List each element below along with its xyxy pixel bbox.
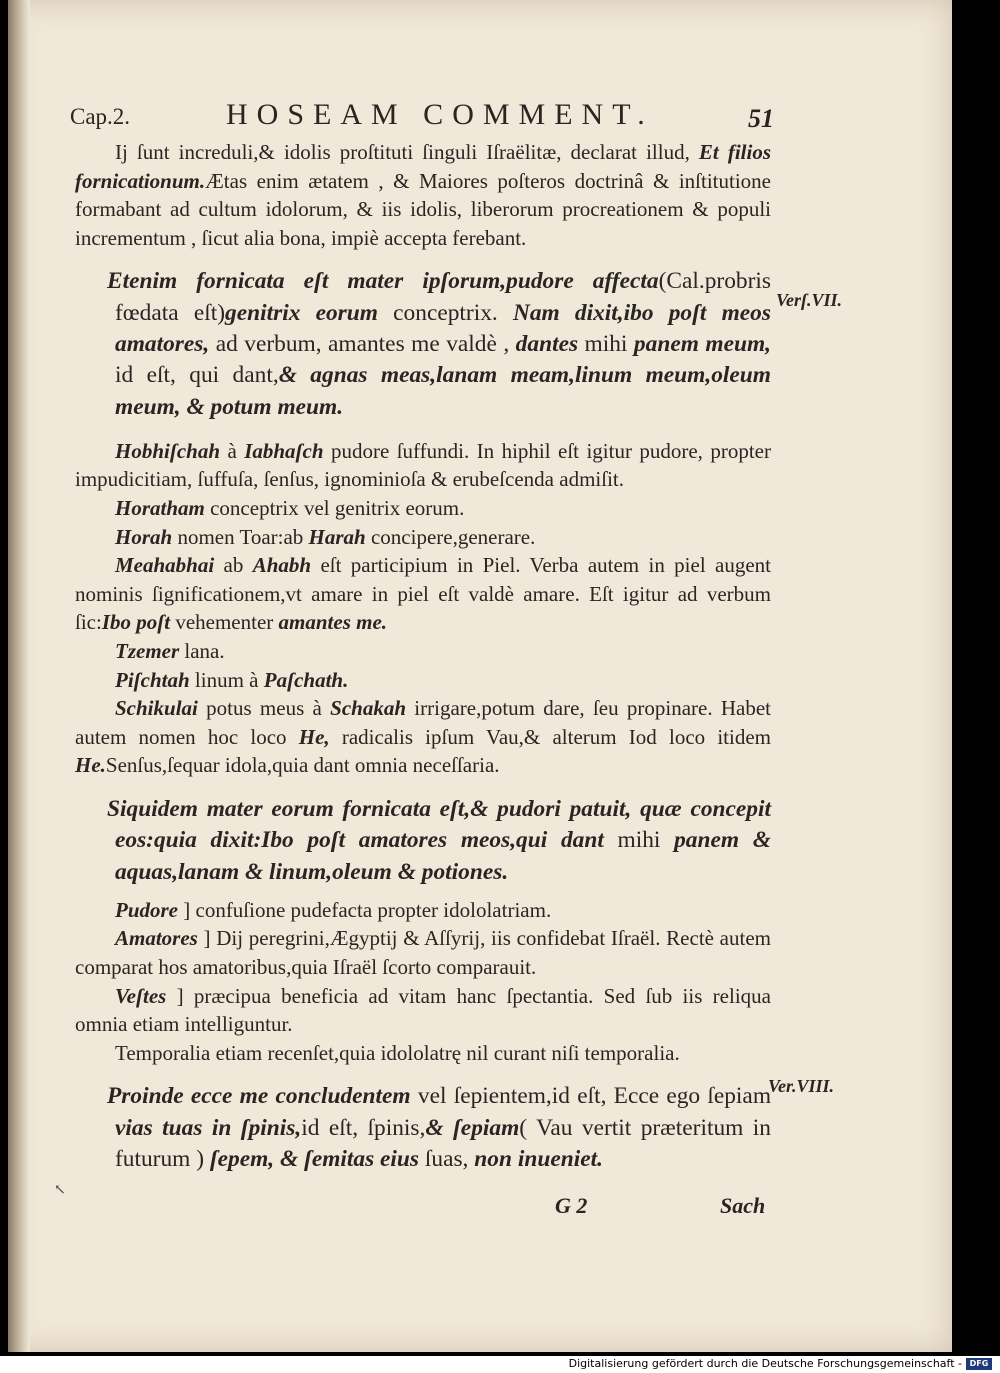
term: Amatores bbox=[115, 926, 198, 951]
verse-italic: panem meum, bbox=[633, 330, 772, 357]
text: nomen Toar:ab bbox=[172, 524, 309, 549]
term: Paſchath. bbox=[263, 667, 349, 692]
text: conceptrix vel genitrix eorum. bbox=[204, 496, 465, 521]
note-temporalia bbox=[75, 1039, 771, 1068]
note-pudore bbox=[75, 896, 771, 925]
term: Ahabh bbox=[252, 553, 312, 578]
verse-7-translation bbox=[75, 794, 771, 888]
commentary-paragraph-1 bbox=[75, 138, 771, 252]
text: radicalis ipſum Vau,& alterum Iod loco itidem bbox=[329, 724, 771, 749]
verse-italic: panem & aquas,lanam & linum,oleum & potiones. bbox=[115, 827, 771, 885]
note-schikulai bbox=[75, 694, 771, 780]
text: ab bbox=[214, 553, 253, 578]
verse-text: vel ſepientem,id eſt, Ecce ego ſepiam bbox=[410, 1083, 772, 1110]
term: He. bbox=[75, 753, 106, 778]
text: irrigare,potum dare, ſeu propinare. Habet autem nomen hoc loco bbox=[75, 696, 772, 749]
catchword: Sach bbox=[720, 1193, 766, 1218]
verse-text: ( Vau vertit præteritum in futurum ) bbox=[115, 1114, 771, 1173]
page-number: 51 bbox=[748, 104, 774, 133]
text: Temporalia etiam recenſet,quia idololatrę nil curant niſi temporalia. bbox=[115, 1040, 680, 1065]
term: Pudore bbox=[115, 897, 178, 922]
text-italic: Et filios fornicationum. bbox=[75, 140, 771, 193]
footer-credit: Digitalisierung gefördert durch die Deutsche Forschungsgemeinschaft - bbox=[568, 1357, 962, 1370]
verse-italic: & agnas meas,lanam meam,linum meum,oleum meum, & potum meum. bbox=[115, 362, 771, 420]
term: Hobhiſchah bbox=[115, 438, 221, 463]
text: pudore ſuffundi. In hiphil eſt igitur pudore, propter impudicitiam, ſuffuſa, ſenſus, ignominioſa & erubeſcenda admiſit. bbox=[75, 438, 771, 492]
verse-text: ad verbum, amantes me valdè , bbox=[209, 330, 516, 357]
verse-italic: Nam dixit,ibo poſt meos amatores, bbox=[115, 299, 771, 357]
text: lana. bbox=[179, 639, 225, 664]
verse-italic: Proinde ecce me concludentem bbox=[107, 1083, 411, 1110]
verse-italic: Etenim fornicata eſt mater ipſorum,pudore affecta bbox=[107, 268, 659, 295]
text: linum à bbox=[189, 667, 264, 692]
verse-text: (Cal.probris fœdata eſt) bbox=[115, 268, 771, 326]
term: Tzemer bbox=[115, 639, 180, 664]
chapter-heading: Cap.2. bbox=[70, 104, 131, 129]
verse-text: id eſt, ſpinis, bbox=[301, 1114, 426, 1141]
note-amatores bbox=[75, 924, 771, 981]
verse-text: ſuas, bbox=[419, 1146, 475, 1173]
note-pischtah bbox=[75, 666, 771, 695]
text: ] præcipua beneficia ad vitam hanc ſpectantia. Sed ſub iis reliqua omnia etiam intelliguntur. bbox=[75, 983, 771, 1037]
verse-text: conceptrix. bbox=[377, 299, 513, 326]
page-body bbox=[75, 138, 771, 1175]
verse-italic: ſepem, & ſemitas eius bbox=[204, 1146, 420, 1173]
term: Horatham bbox=[115, 496, 205, 521]
verse-italic: Siquidem mater eorum fornicata eſt,& pudori patuit, quæ concepit eos:quia dixit:Ibo poſt amatores meos,qui dant bbox=[107, 795, 771, 854]
text: eſt participium in Piel. Verba autem in piel augent nominis ſignificationem,vt amare in piel eſt valdè amare. Eſt igitur ad verbum ſic: bbox=[75, 553, 771, 635]
verse-text: id eſt, qui dant, bbox=[115, 362, 279, 389]
text: Senſus,ſequar idola,quia dant omnia neceſſaria. bbox=[105, 753, 500, 778]
text: Ij ſunt increduli,& idolis proſtituti ſinguli Iſraëlitæ, declarat illud, bbox=[115, 140, 699, 164]
signature-mark: G 2 bbox=[555, 1193, 588, 1218]
text: Ætas enim ætatem , & Maiores poſteros doctrinâ & inſtitutione formabant ad cultum idolorum, & iis idolis, liberorum procreationem & populi incrementum , ſicut alia bona, impiè accepta ferebant. bbox=[75, 168, 771, 250]
text: concipere,generare. bbox=[365, 524, 536, 549]
running-title: HOSEAM COMMENT. bbox=[226, 98, 654, 131]
term: He, bbox=[298, 724, 330, 749]
verse-7-text bbox=[75, 266, 771, 422]
text: ] Dij peregrini,Ægyptij & Aſſyrij, iis confidebat Iſraël. Rectè autem comparat hos amatoribus,quia Iſraël ſcorto comparauit. bbox=[75, 926, 771, 980]
dfg-logo: DFG bbox=[966, 1358, 992, 1370]
book-spine-shadow bbox=[8, 0, 30, 1352]
margin-verse-7: Verſ.VII. bbox=[776, 290, 843, 310]
term: Schikulai bbox=[115, 696, 198, 721]
term: Ibo poſt bbox=[101, 610, 171, 635]
term: amantes me. bbox=[278, 610, 388, 635]
term: Veſtes bbox=[115, 983, 167, 1008]
verse-text: mihi bbox=[603, 827, 675, 854]
note-meahabhai bbox=[75, 551, 771, 637]
footer-bar bbox=[0, 1356, 1000, 1373]
term: Harah bbox=[308, 524, 366, 549]
note-horatham bbox=[75, 494, 771, 523]
note-horah bbox=[75, 523, 771, 552]
note-vestes bbox=[75, 982, 771, 1039]
verse-italic: non inueniet. bbox=[474, 1146, 603, 1173]
verse-italic: genitrix eorum bbox=[225, 299, 378, 326]
stray-mark-icon: ↖ bbox=[54, 1182, 66, 1198]
term: Meahabhai bbox=[115, 553, 215, 578]
verse-8-text bbox=[75, 1081, 771, 1175]
verse-text: mihi bbox=[578, 330, 634, 357]
note-hobhischah bbox=[75, 437, 771, 494]
note-tzemer bbox=[75, 637, 771, 666]
text: à bbox=[220, 438, 245, 463]
text: potus meus à bbox=[197, 696, 331, 721]
term: Horah bbox=[115, 524, 173, 549]
verse-italic: dantes bbox=[515, 330, 579, 357]
verse-italic: & ſepiam bbox=[425, 1114, 520, 1141]
term: Piſchtah bbox=[115, 667, 190, 692]
text: vehementer bbox=[170, 610, 279, 635]
margin-verse-8: Ver.VIII. bbox=[768, 1076, 835, 1096]
verse-italic: vias tuas in ſpinis, bbox=[115, 1114, 302, 1141]
book-page bbox=[8, 0, 952, 1352]
text: ] confuſione pudefacta propter idololatriam. bbox=[178, 897, 552, 922]
term: Schakah bbox=[330, 696, 407, 721]
term: Iabhaſch bbox=[244, 438, 324, 463]
